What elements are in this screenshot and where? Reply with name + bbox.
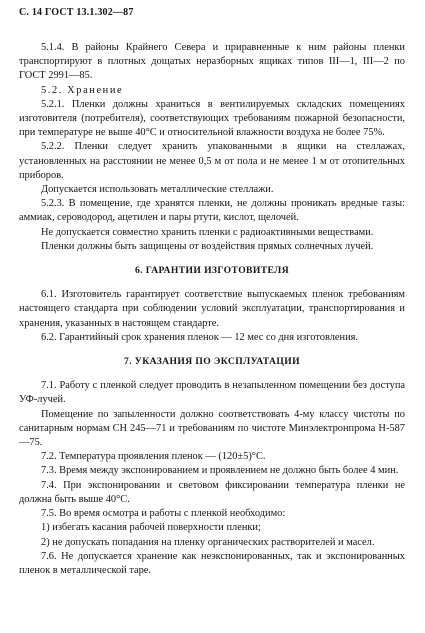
paragraph-metal-racks: Допускается использовать металлические стеллажи. bbox=[41, 184, 274, 196]
paragraph-7-5: 7.5. Во время осмотра и работы с пленкой необходимо: bbox=[41, 508, 286, 520]
section-heading-7: 7. УКАЗАНИЯ ПО ЭКСПЛУАТАЦИИ bbox=[124, 356, 300, 368]
paragraph-radioactive: Не допускается совместно хранить пленки с радиоактивными веществами. bbox=[41, 226, 374, 238]
paragraph-7-6: 7.6. Не допускается хранение как неэкспонированных, так и экспонированных пленок в металлической таре. bbox=[19, 550, 405, 576]
paragraph-5-1-4: 5.1.4. В районы Крайнего Севера и приравненные к ним районы пленки транспортируют в плотных дощатых неразборных ящиках типов III—1, III—2 по ГОСТ 2991—85. bbox=[19, 42, 405, 82]
paragraph-5-2-1: 5.2.1. Пленки должны храниться в вентилируемых складских помещениях изготовителя (потребителя), соответствующих требованиям пожарной безопасности, при температуре не выше 40°С и относительной влажности воздуха не более 75%. bbox=[19, 98, 405, 139]
paragraph-6-1: 6.1. Изготовитель гарантирует соответствие выпускаемых пленок требованиям настоящего стандарта при соблюдении условий эксплуатации, транспортирования и хранения, указанных в настоящем стандарте. bbox=[19, 289, 405, 329]
paragraph-dust-class: Помещение по запыленности должно соответствовать 4-му классу чистоты по санитарным нормам СН 245—71 и требованиям по чистоте Минэлектронпрома Н-587—75. bbox=[19, 408, 405, 449]
paragraph-7-1: 7.1. Работу с пленкой следует проводить в незапыленном помещении без доступа УФ-лучей. bbox=[19, 380, 405, 406]
document-body bbox=[19, 41, 405, 578]
paragraph-5-2-2: 5.2.2. Пленки следует хранить упакованными в ящики на стеллажах, установленных на расстоянии не менее 0,5 м от пола и не менее 1 м от отопительных приборов. bbox=[19, 141, 405, 181]
subsection-heading-storage: 5.2. Хранение bbox=[41, 84, 124, 96]
section-heading-6: 6. ГАРАНТИИ ИЗГОТОВИТЕЛЯ bbox=[134, 265, 290, 277]
paragraph-5-2-3: 5.2.3. В помещение, где хранятся пленки, не должны проникать вредные газы: аммиак, сероводород, ацетилен и пары ртути, кислот, щелочей. bbox=[19, 198, 405, 224]
page-header: С. 14 ГОСТ 13.1.302—87 bbox=[19, 7, 134, 18]
list-item-2: 2) не допускать попадания на пленку органических растворителей и масел. bbox=[41, 536, 375, 548]
list-item-1: 1) избегать касания рабочей поверхности пленки; bbox=[41, 522, 261, 534]
paragraph-7-4: 7.4. При экспонировании и световом фиксировании температура пленки не должна быть выше 40°С. bbox=[19, 479, 405, 505]
paragraph-6-2: 6.2. Гарантийный срок хранения пленок — 12 мес со дня изготовления. bbox=[41, 331, 359, 343]
paragraph-7-2: 7.2. Температура проявления пленок — (120±5)°С. bbox=[41, 451, 266, 463]
paragraph-7-3: 7.3. Время между экспонированием и проявлением не должно быть более 4 мин. bbox=[41, 465, 399, 477]
paragraph-sunlight: Пленки должны быть защищены от воздействия прямых солнечных лучей. bbox=[41, 240, 374, 252]
